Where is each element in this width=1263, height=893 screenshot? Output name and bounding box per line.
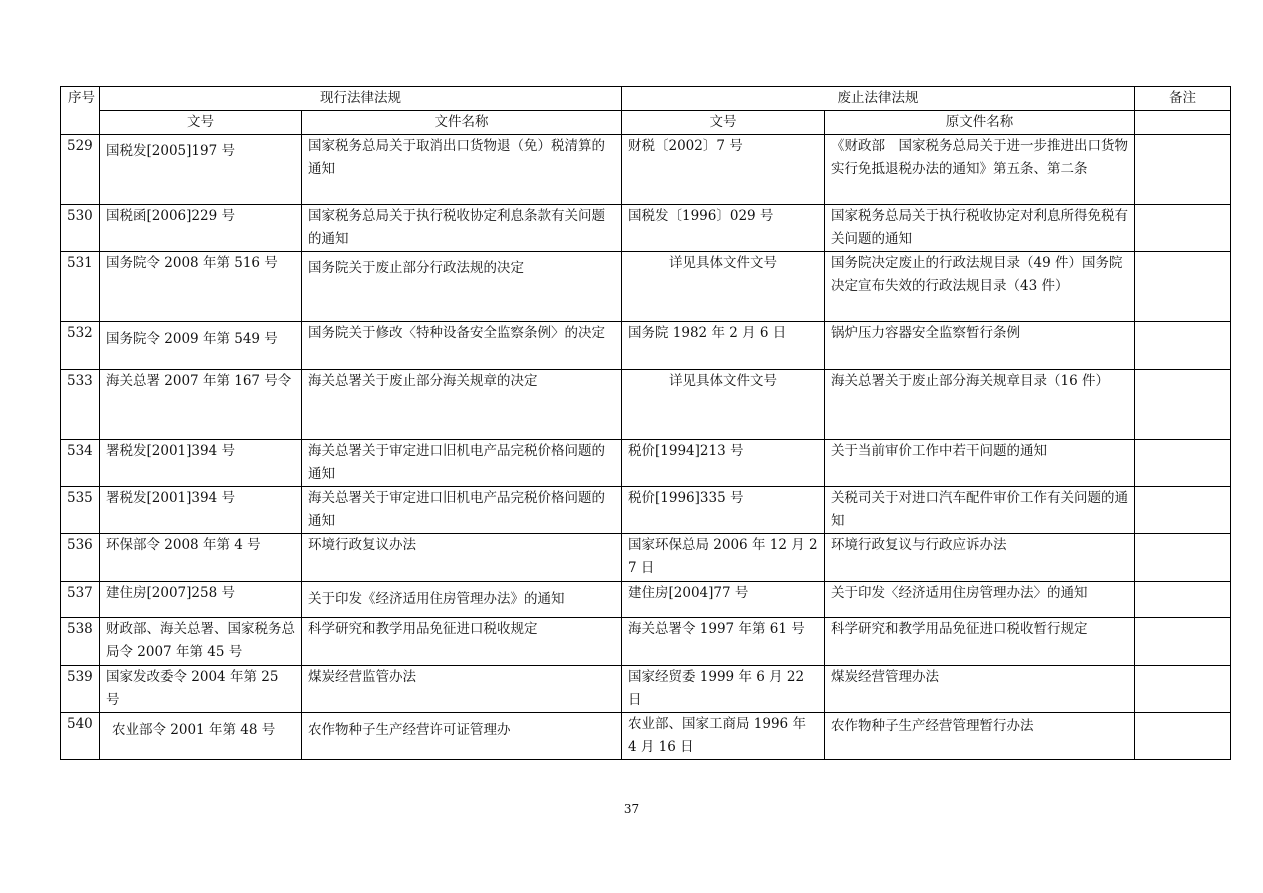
repealed-doc-name: 关于印发〈经济适用住房管理办法〉的通知 (825, 582, 1135, 618)
repealed-doc-name: 国务院决定废止的行政法规目录（49 件）国务院决定宣布失效的行政法规目录（43 件） (825, 252, 1135, 322)
header-current-doc-no: 文号 (100, 111, 302, 135)
header-repealed-doc-no: 文号 (622, 111, 825, 135)
remarks-cell (1135, 252, 1231, 322)
repealed-doc-no: 海关总署令 1997 年第 61 号 (622, 618, 825, 666)
header-current-doc-name: 文件名称 (302, 111, 622, 135)
repealed-doc-name: 科学研究和教学用品免征进口税收暂行规定 (825, 618, 1135, 666)
repealed-doc-no: 国务院 1982 年 2 月 6 日 (622, 322, 825, 370)
repealed-doc-no: 详见具体文件文号 (622, 370, 825, 440)
header-repealed-doc-name: 原文件名称 (825, 111, 1135, 135)
header-current-laws: 现行法律法规 (100, 87, 622, 111)
row-number: 538 (61, 618, 100, 666)
repealed-doc-name: 海关总署关于废止部分海关规章目录（16 件） (825, 370, 1135, 440)
table-row (61, 322, 1231, 370)
current-doc-name: 煤炭经营监管办法 (302, 666, 622, 713)
header-row-groups (61, 87, 1231, 111)
current-doc-name: 海关总署关于审定进口旧机电产品完税价格问题的通知 (302, 440, 622, 487)
remarks-cell (1135, 322, 1231, 370)
table-row (61, 534, 1231, 582)
current-doc-no: 国务院令 2008 年第 516 号 (100, 252, 302, 322)
current-doc-no: 国税发[2005]197 号 (100, 135, 302, 205)
repealed-doc-no: 税价[1996]335 号 (622, 487, 825, 534)
repealed-doc-name: 农作物种子生产经营管理暂行办法 (825, 713, 1135, 760)
current-doc-name: 国务院关于修改〈特种设备安全监察条例〉的决定 (302, 322, 622, 370)
repealed-doc-name: 环境行政复议与行政应诉办法 (825, 534, 1135, 582)
remarks-cell (1135, 487, 1231, 534)
repealed-doc-name: 国家税务总局关于执行税收协定对利息所得免税有关问题的通知 (825, 205, 1135, 252)
header-row-columns (61, 111, 1231, 135)
row-number: 529 (61, 135, 100, 205)
current-doc-name: 国家税务总局关于执行税收协定利息条款有关问题的通知 (302, 205, 622, 252)
current-doc-no: 环保部令 2008 年第 4 号 (100, 534, 302, 582)
table-row (61, 666, 1231, 713)
current-doc-no: 国务院令 2009 年第 549 号 (100, 322, 302, 370)
header-remarks-blank (1135, 111, 1231, 135)
remarks-cell (1135, 370, 1231, 440)
current-doc-name: 农作物种子生产经营许可证管理办 (302, 713, 622, 760)
current-doc-no: 建住房[2007]258 号 (100, 582, 302, 618)
header-seq: 序号 (61, 87, 100, 135)
header-remarks: 备注 (1135, 87, 1231, 111)
remarks-cell (1135, 666, 1231, 713)
row-number: 533 (61, 370, 100, 440)
row-number: 531 (61, 252, 100, 322)
table-row (61, 713, 1231, 760)
current-doc-name: 海关总署关于废止部分海关规章的决定 (302, 370, 622, 440)
repealed-doc-name: 《财政部 国家税务总局关于进一步推进出口货物实行免抵退税办法的通知》第五条、第二条 (825, 135, 1135, 205)
remarks-cell (1135, 618, 1231, 666)
repealed-doc-no: 国家经贸委 1999 年 6 月 22 日 (622, 666, 825, 713)
current-doc-no: 国家发改委令 2004 年第 25 号 (100, 666, 302, 713)
table-row (61, 487, 1231, 534)
repealed-doc-no: 国税发〔1996〕029 号 (622, 205, 825, 252)
table-row (61, 618, 1231, 666)
current-doc-name: 科学研究和教学用品免征进口税收规定 (302, 618, 622, 666)
repealed-doc-name: 关于当前审价工作中若干问题的通知 (825, 440, 1135, 487)
repealed-doc-no: 详见具体文件文号 (622, 252, 825, 322)
table-row (61, 440, 1231, 487)
repealed-doc-no: 国家环保总局 2006 年 12 月 27 日 (622, 534, 825, 582)
remarks-cell (1135, 713, 1231, 760)
table-row (61, 135, 1231, 205)
current-doc-no: 国税函[2006]229 号 (100, 205, 302, 252)
repealed-doc-no: 税价[1994]213 号 (622, 440, 825, 487)
table-row (61, 370, 1231, 440)
current-doc-name: 关于印发《经济适用住房管理办法》的通知 (302, 582, 622, 618)
current-doc-name: 环境行政复议办法 (302, 534, 622, 582)
row-number: 537 (61, 582, 100, 618)
current-doc-name: 国务院关于废止部分行政法规的决定 (302, 252, 622, 322)
remarks-cell (1135, 440, 1231, 487)
current-doc-no: 署税发[2001]394 号 (100, 440, 302, 487)
current-doc-no: 署税发[2001]394 号 (100, 487, 302, 534)
remarks-cell (1135, 582, 1231, 618)
remarks-cell (1135, 534, 1231, 582)
table-row (61, 582, 1231, 618)
repealed-doc-name: 煤炭经营管理办法 (825, 666, 1135, 713)
repealed-doc-no: 农业部、国家工商局 1996 年 4 月 16 日 (622, 713, 825, 760)
remarks-cell (1135, 205, 1231, 252)
header-repealed-laws: 废止法律法规 (622, 87, 1135, 111)
row-number: 530 (61, 205, 100, 252)
row-number: 536 (61, 534, 100, 582)
repealed-doc-name: 关税司关于对进口汽车配件审价工作有关问题的通知 (825, 487, 1135, 534)
repealed-doc-no: 建住房[2004]77 号 (622, 582, 825, 618)
row-number: 540 (61, 713, 100, 760)
row-number: 532 (61, 322, 100, 370)
regulations-table (60, 86, 1231, 760)
page-number: 37 (623, 802, 640, 816)
current-doc-no: 农业部令 2001 年第 48 号 (100, 713, 302, 760)
current-doc-no: 海关总署 2007 年第 167 号令 (100, 370, 302, 440)
table-row (61, 205, 1231, 252)
table-row (61, 252, 1231, 322)
remarks-cell (1135, 135, 1231, 205)
current-doc-name: 海关总署关于审定进口旧机电产品完税价格问题的通知 (302, 487, 622, 534)
repealed-doc-name: 锅炉压力容器安全监察暂行条例 (825, 322, 1135, 370)
current-doc-no: 财政部、海关总署、国家税务总局令 2007 年第 45 号 (100, 618, 302, 666)
row-number: 539 (61, 666, 100, 713)
current-doc-name: 国家税务总局关于取消出口货物退（免）税清算的通知 (302, 135, 622, 205)
row-number: 535 (61, 487, 100, 534)
repealed-doc-no: 财税〔2002〕7 号 (622, 135, 825, 205)
row-number: 534 (61, 440, 100, 487)
